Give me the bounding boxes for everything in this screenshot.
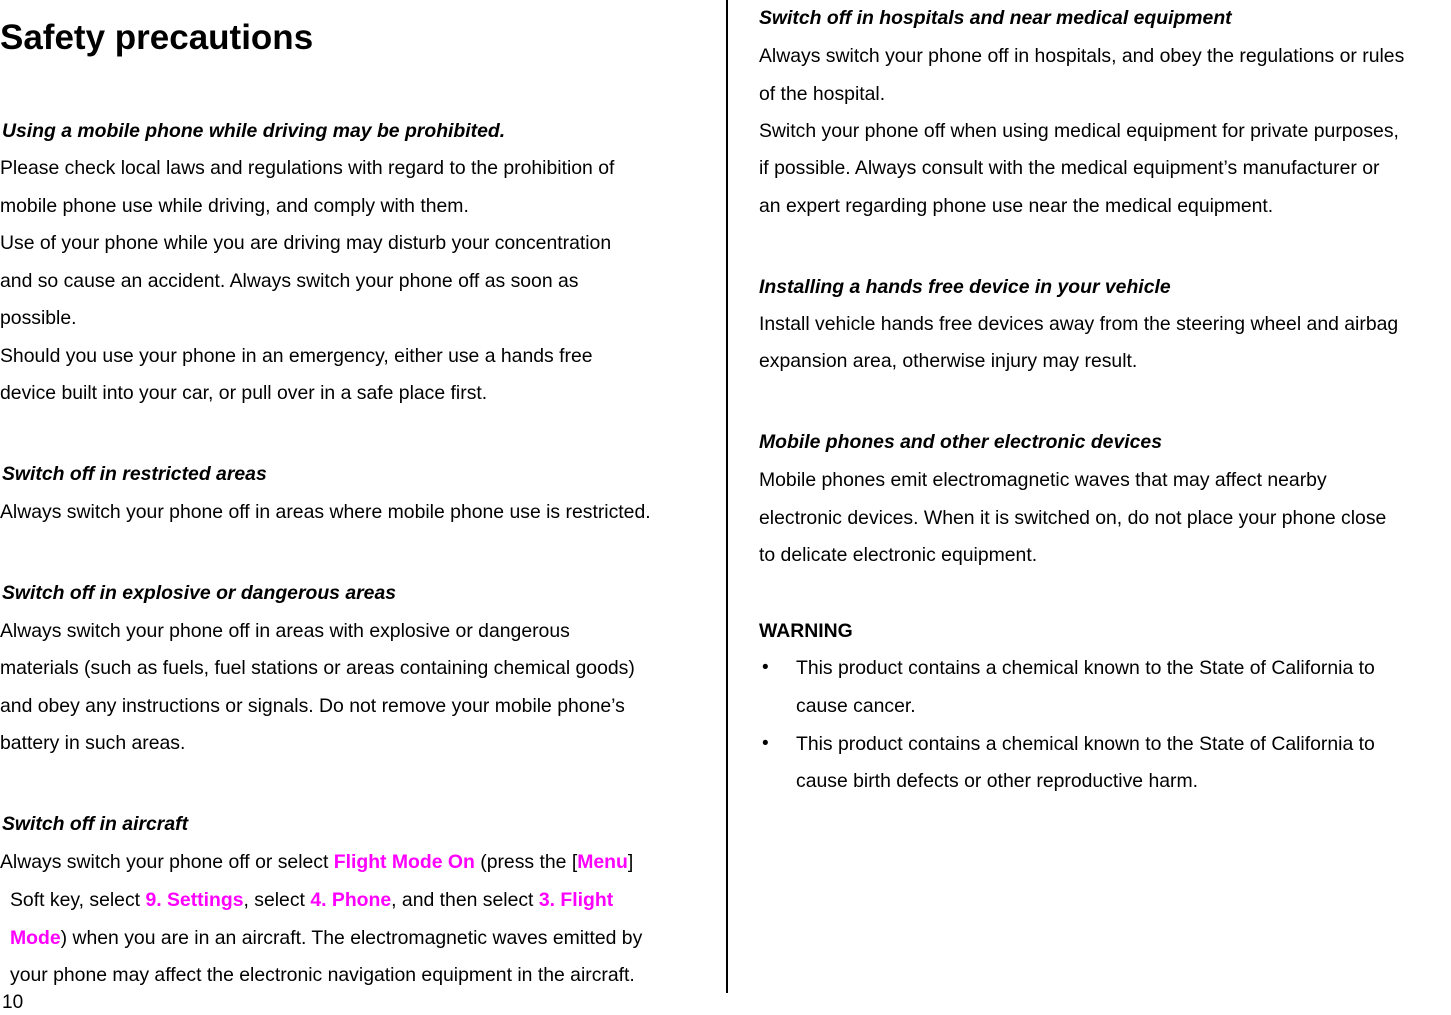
text-line: Should you use your phone in an emergency, either use a hands free	[0, 345, 593, 367]
text-line	[10, 888, 613, 912]
text-line: your phone may affect the electronic navigation equipment in the aircraft.	[10, 964, 635, 986]
section-heading: Switch off in explosive or dangerous areas	[2, 582, 397, 604]
text-run: , select	[243, 889, 311, 911]
text-line: Mobile phones emit electromagnetic waves that may affect nearby	[759, 469, 1327, 491]
text-line: to delicate electronic equipment.	[759, 544, 1038, 566]
text-run: Always switch your phone off or select	[0, 851, 334, 873]
text-line: Use of your phone while you are driving may disturb your concentration	[0, 232, 612, 254]
text-run: ]	[627, 851, 634, 873]
section-heading: Switch off in restricted areas	[2, 463, 267, 485]
column-divider	[726, 0, 728, 993]
text-line: Always switch your phone off in areas with explosive or dangerous	[0, 620, 570, 642]
text-run: ) when you are in an aircraft. The electromagnetic waves emitted by	[60, 927, 643, 949]
menu-path-settings: 9. Settings	[145, 889, 244, 911]
text-line: battery in such areas.	[0, 732, 186, 754]
section-heading: Using a mobile phone while driving may be prohibited.	[2, 120, 506, 142]
text-line: Install vehicle hands free devices away from the steering wheel and airbag	[759, 313, 1399, 335]
page-number: 10	[2, 992, 24, 1013]
bullet-icon: •	[762, 733, 769, 754]
text-line: and so cause an accident. Always switch your phone off as soon as	[0, 270, 579, 292]
menu-path-flight: 3. Flight	[538, 889, 614, 911]
warning-item-line: cause cancer.	[796, 695, 916, 717]
text-line: Switch your phone off when using medical equipment for private purposes,	[759, 120, 1399, 142]
bullet-icon: •	[762, 657, 769, 678]
text-run: (press the [	[474, 851, 578, 873]
menu-path-phone: 4. Phone	[310, 889, 392, 911]
menu-key-label: Menu	[577, 851, 628, 873]
warning-title: WARNING	[759, 620, 853, 642]
menu-path-mode: Mode	[10, 927, 61, 949]
warning-item-line: This product contains a chemical known to the State of California to	[796, 733, 1375, 755]
text-run: , and then select	[391, 889, 539, 911]
text-line: possible.	[0, 307, 77, 329]
page-title: Safety precautions	[0, 18, 314, 57]
text-line: an expert regarding phone use near the medical equipment.	[759, 195, 1274, 217]
text-line: materials (such as fuels, fuel stations or areas containing chemical goods)	[0, 657, 635, 679]
warning-item-line: This product contains a chemical known to the State of California to	[796, 657, 1375, 679]
text-line: Always switch your phone off in hospitals, and obey the regulations or rules	[759, 45, 1405, 67]
section-heading: Switch off in aircraft	[2, 813, 189, 835]
text-line	[10, 926, 642, 950]
warning-item-line: cause birth defects or other reproductive harm.	[796, 770, 1199, 792]
text-run: Soft key, select	[10, 889, 146, 911]
text-line	[0, 850, 633, 874]
text-line: Always switch your phone off in areas where mobile phone use is restricted.	[0, 501, 651, 523]
text-line: of the hospital.	[759, 83, 886, 105]
text-line: if possible. Always consult with the medical equipment’s manufacturer or	[759, 157, 1380, 179]
text-line: mobile phone use while driving, and comply with them.	[0, 195, 469, 217]
text-line: electronic devices. When it is switched on, do not place your phone close	[759, 507, 1387, 529]
text-line: expansion area, otherwise injury may result.	[759, 350, 1138, 372]
section-heading: Installing a hands free device in your vehicle	[759, 276, 1171, 298]
section-heading: Mobile phones and other electronic devices	[759, 431, 1162, 453]
menu-path-flight-mode-on: Flight Mode On	[333, 851, 475, 873]
text-line: device built into your car, or pull over in a safe place first.	[0, 382, 488, 404]
section-heading: Switch off in hospitals and near medical equipment	[759, 7, 1232, 29]
text-line: Please check local laws and regulations with regard to the prohibition of	[0, 157, 615, 179]
text-line: and obey any instructions or signals. Do not remove your mobile phone’s	[0, 695, 625, 717]
